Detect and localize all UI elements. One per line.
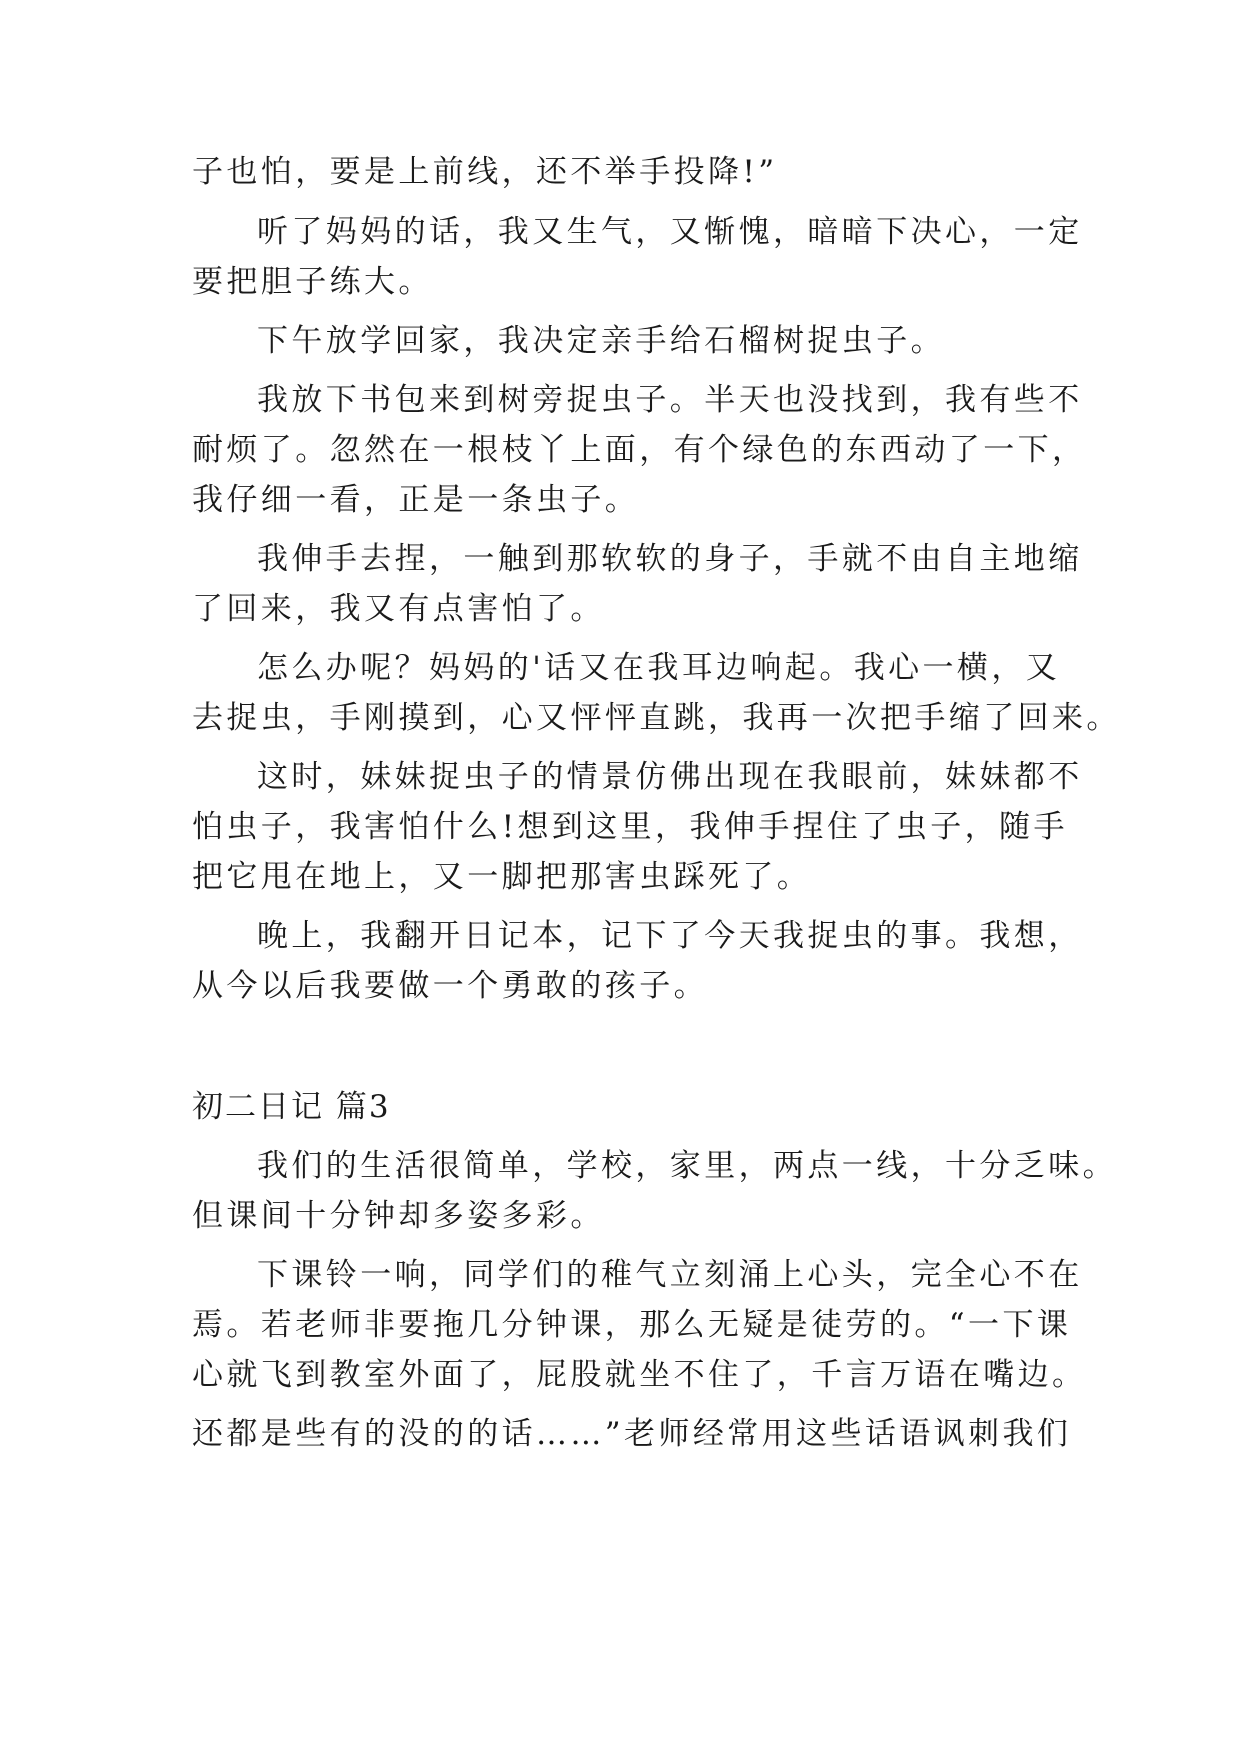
text-line: 要把胆子练大。 — [192, 264, 433, 300]
text-line: 我放下书包来到树旁捉虫子。半天也没找到，我有些不 — [257, 382, 1083, 418]
text-line: 听了妈妈的话，我又生气，又惭愧，暗暗下决心，一定 — [257, 214, 1083, 250]
text-line: 怎么办呢？妈妈的'话又在我耳边响起。我心一横，又 — [257, 650, 1061, 686]
text-line: 我伸手去捏，一触到那软软的身子，手就不由自主地缩 — [257, 541, 1083, 577]
text-line: 了回来，我又有点害怕了。 — [192, 591, 605, 627]
text-line: 从今以后我要做一个勇敢的孩子。 — [192, 968, 708, 1004]
text-line: 我仔细一看，正是一条虫子。 — [192, 482, 640, 518]
text-line: 焉。若老师非要拖几分钟课，那么无疑是徒劳的。“一下课 — [192, 1307, 1072, 1343]
text-line: 子也怕，要是上前线，还不举手投降!” — [192, 154, 778, 190]
text-line: 去捉虫，手刚摸到，心又怦怦直跳，我再一次把手缩了回来。 — [192, 700, 1121, 736]
text-line: 心就飞到教室外面了，屁股就坐不住了，千言万语在嘴边。 — [192, 1357, 1087, 1393]
text-line: 耐烦了。忽然在一根枝丫上面，有个绿色的东西动了一下， — [192, 432, 1087, 468]
text-line: 这时，妹妹捉虫子的情景仿佛出现在我眼前，妹妹都不 — [257, 759, 1083, 795]
section-heading: 初二日记 篇3 — [192, 1089, 391, 1125]
text-line: 晚上，我翻开日记本，记下了今天我捉虫的事。我想， — [257, 918, 1083, 954]
text-line: 下午放学回家，我决定亲手给石榴树捉虫子。 — [257, 323, 945, 359]
text-line: 下课铃一响，同学们的稚气立刻涌上心头，完全心不在 — [257, 1257, 1083, 1293]
text-line: 我们的生活很简单，学校，家里，两点一线，十分乏味。 — [257, 1148, 1117, 1184]
text-line: 还都是些有的没的的话……”老师经常用这些话语讽刺我们 — [192, 1416, 1072, 1452]
text-line: 怕虫子，我害怕什么!想到这里，我伸手捏住了虫子，随手 — [192, 809, 1068, 845]
text-line: 但课间十分钟却多姿多彩。 — [192, 1198, 605, 1234]
text-line: 把它甩在地上，又一脚把那害虫踩死了。 — [192, 859, 812, 895]
